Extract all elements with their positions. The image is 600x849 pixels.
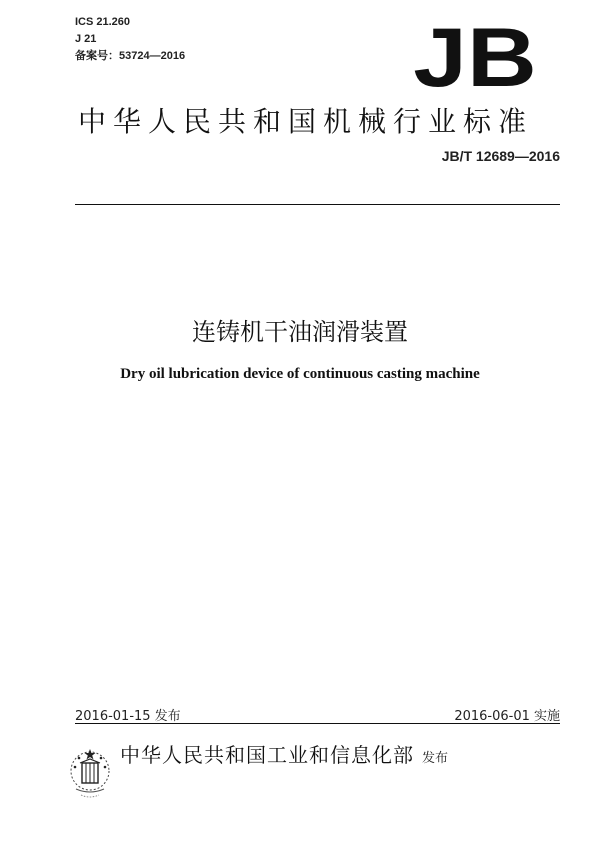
ics-code: ICS 21.260 xyxy=(75,16,131,28)
publisher-organization: 中华人民共和国工业和信息化部 xyxy=(120,743,414,767)
jb-logo-text: JB xyxy=(413,10,537,105)
publisher-action: 发布 xyxy=(422,751,449,766)
publisher-line xyxy=(120,739,448,768)
top-divider xyxy=(75,204,560,205)
implementation-date: 2016-06-01 实施 xyxy=(454,709,560,724)
jb-logo xyxy=(413,10,537,105)
issue-date: 2016-01-15 发布 xyxy=(75,709,181,724)
bottom-divider xyxy=(75,723,560,724)
ccs-code: J 21 xyxy=(75,33,97,45)
industry-standard-title: 中华人民共和国机械行业标准 xyxy=(78,105,534,138)
record-number: 备案号：53724—2016 xyxy=(75,50,186,62)
national-emblem-icon xyxy=(67,745,113,801)
standard-number: JB/T 12689—2016 xyxy=(441,148,560,164)
classification-block xyxy=(75,14,185,65)
document-title-english: Dry oil lubrication device of continuous casting machine xyxy=(120,366,480,382)
document-title-chinese: 连铸机干油润滑装置 xyxy=(192,318,408,346)
